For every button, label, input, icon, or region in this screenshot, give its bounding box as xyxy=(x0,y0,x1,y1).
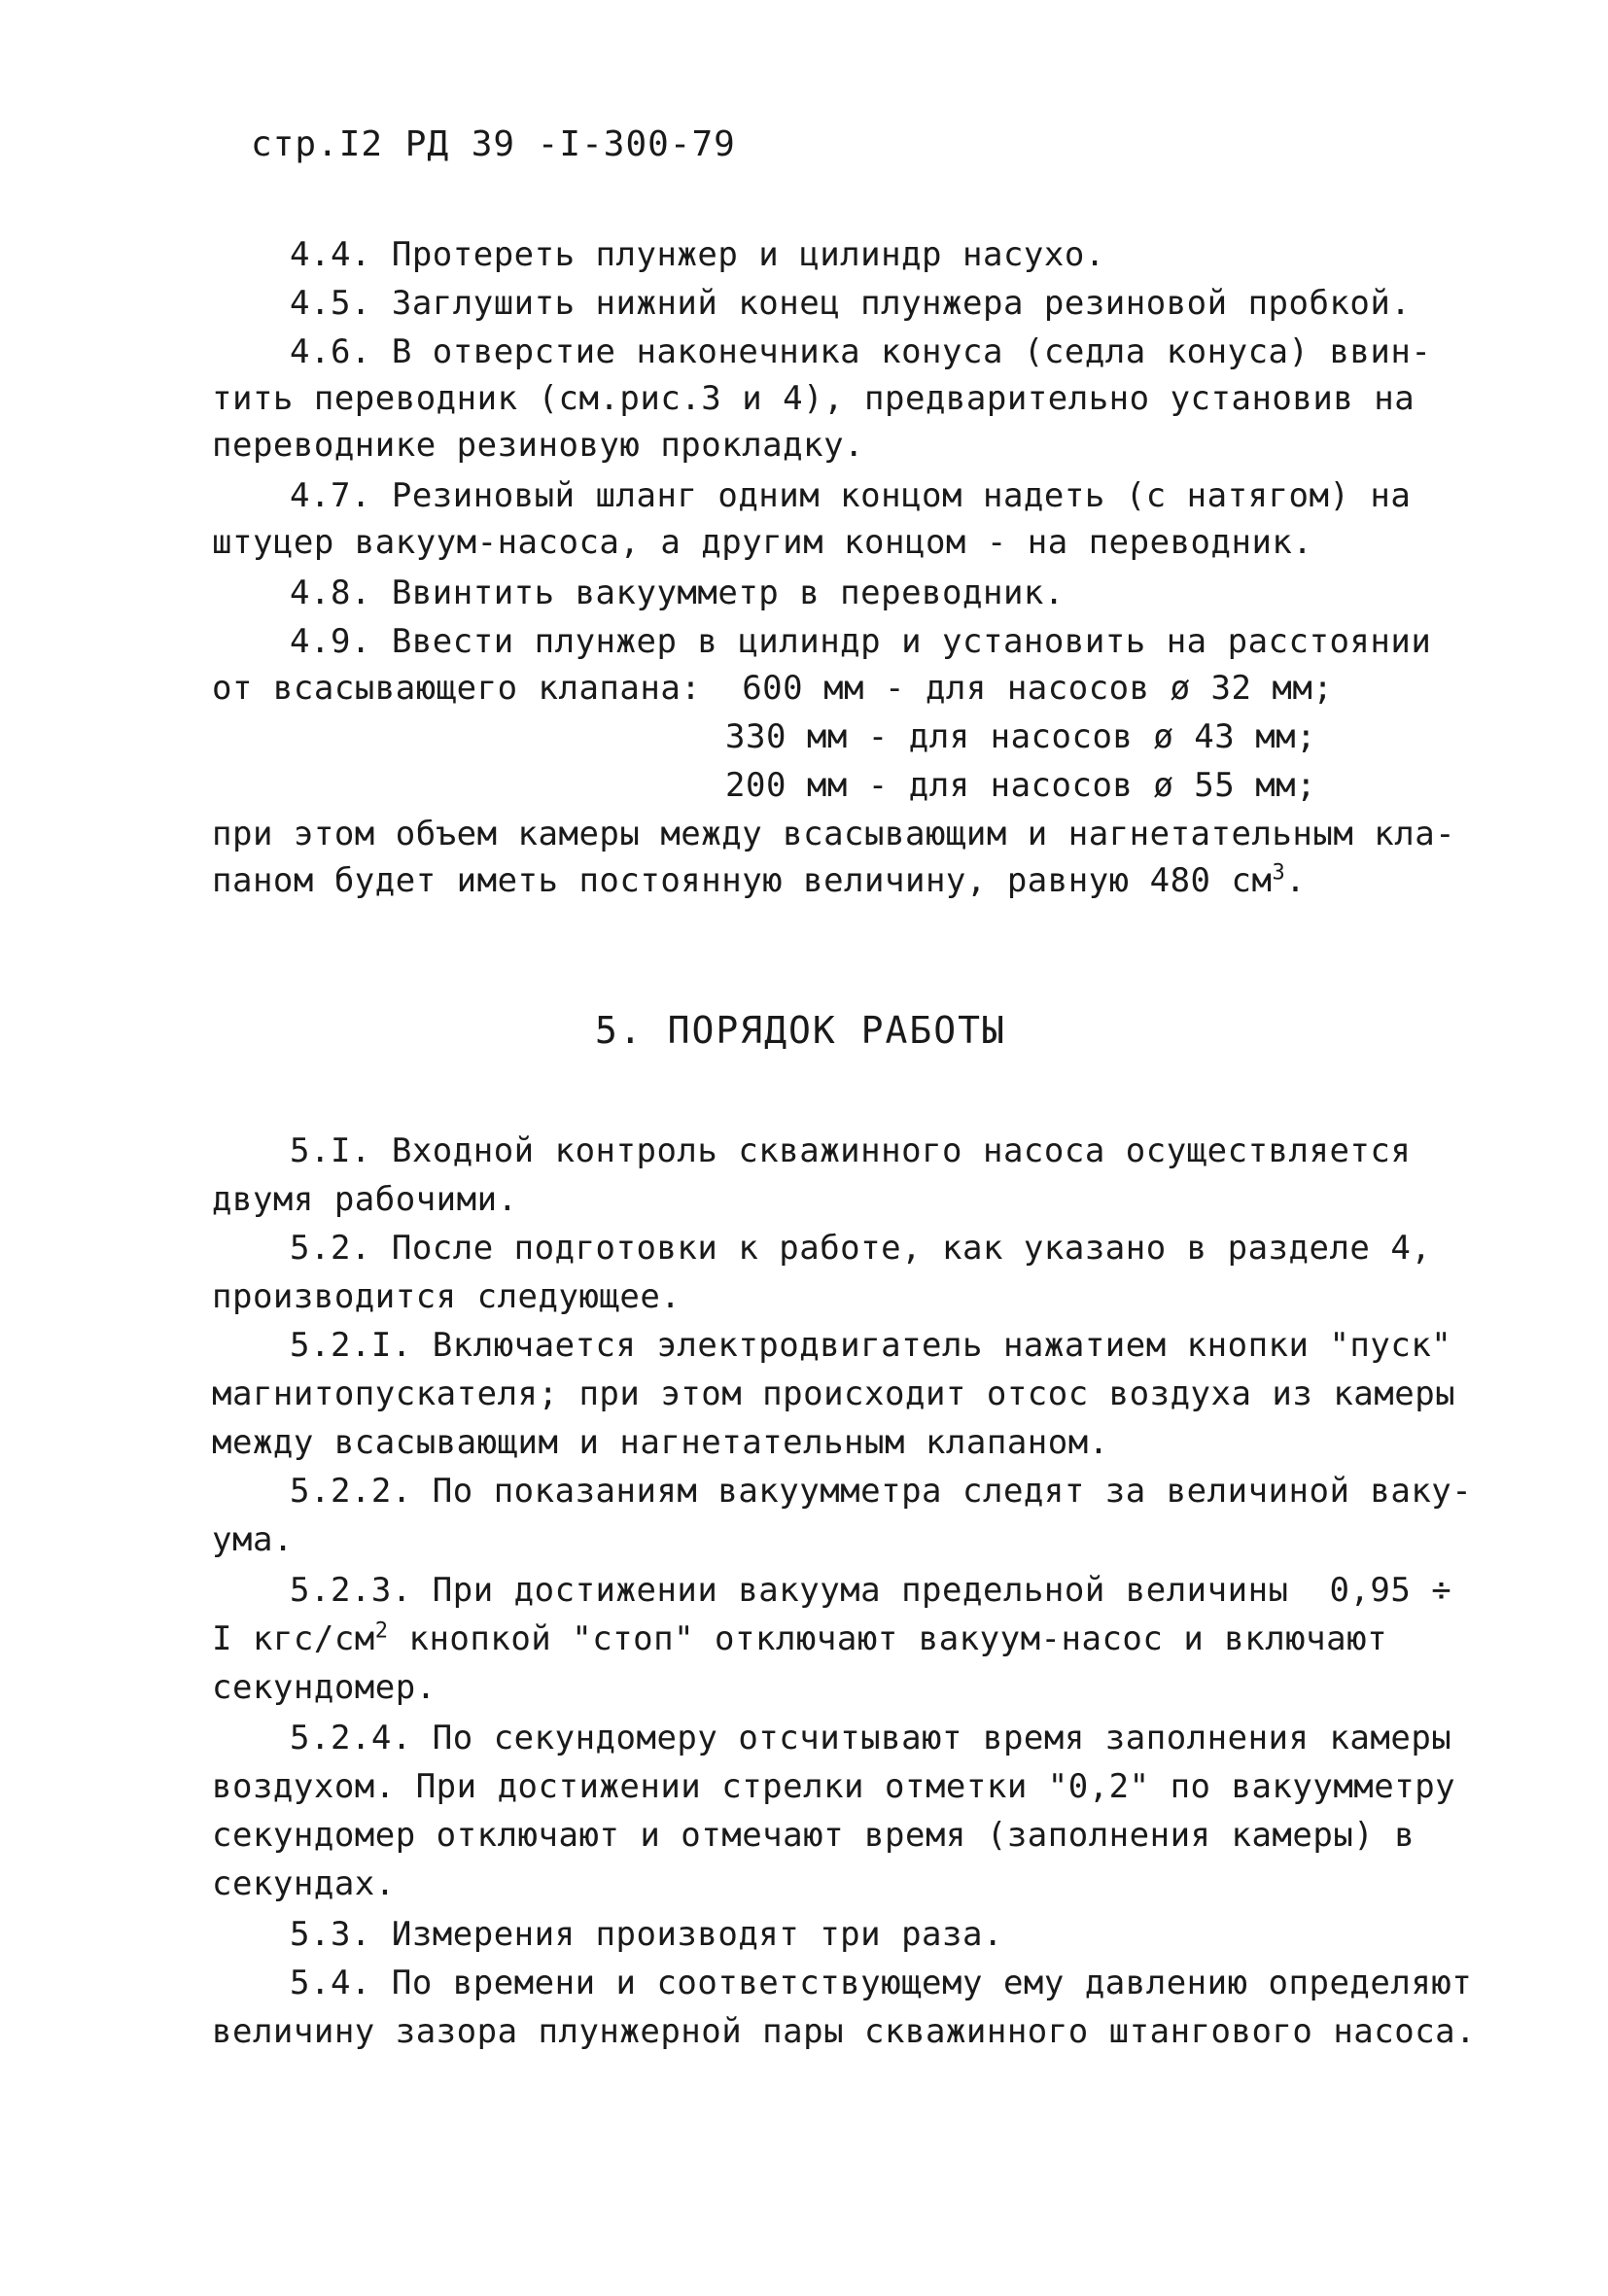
paragraph-line: 4.8. Ввинтить вакуумметр в переводник. xyxy=(290,574,1065,612)
paragraph-line: производится следующее. xyxy=(212,1277,682,1316)
paragraph-line: величину зазора плунжерной пары скважинного штангового насоса. xyxy=(212,2012,1477,2051)
paragraph-line: штуцер вакуум-насоса, а другим концом - на переводник. xyxy=(212,523,1313,562)
paragraph-line: между всасывающим и нагнетательным клапаном. xyxy=(212,1423,1109,1462)
paragraph-line: магнитопускателя; при этом происходит отсос воздуха из камеры xyxy=(212,1374,1456,1413)
paragraph-line: 4.6. В отверстие наконечника конуса (седла конуса) ввин- xyxy=(290,332,1432,371)
paragraph-line: тить переводник (см.рис.3 и 4), предварительно установив на xyxy=(212,379,1416,418)
paragraph-line: от всасывающего клапана: 600 мм - для насосов ø 32 мм; xyxy=(212,669,1334,708)
section-5-title: 5. ПОРЯДОК РАБОТЫ xyxy=(595,1009,1006,1052)
paragraph-line xyxy=(212,857,1306,904)
paragraph-line: 4.7. Резиновый шланг одним концом надеть (с натягом) на xyxy=(290,476,1412,515)
paragraph-line xyxy=(212,1616,1387,1662)
paragraph-line: 200 мм - для насосов ø 55 мм; xyxy=(725,766,1317,805)
paragraph-line: переводнике резиновую прокладку. xyxy=(212,426,865,465)
line-text: паном будет иметь постоянную величину, равную 480 см xyxy=(212,861,1273,900)
line-text: I кгс/см xyxy=(212,1619,375,1658)
paragraph-line: 5.I. Входной контроль скважинного насоса осуществляется xyxy=(290,1131,1412,1170)
paragraph-line: 5.2.2. По показаниям вакуумметра следят за величиной ваку- xyxy=(290,1472,1473,1511)
paragraph-line: 5.2.3. При достижении вакуума предельной величины 0,95 ÷ xyxy=(290,1571,1452,1610)
paragraph-line: 330 мм - для насосов ø 43 мм; xyxy=(725,717,1317,756)
paragraph-line: 5.4. По времени и соответствующему ему давлению определяют xyxy=(290,1964,1473,2002)
superscript: 2 xyxy=(374,1618,389,1644)
line-text-end: . xyxy=(1285,861,1307,900)
paragraph-line: ума. xyxy=(212,1520,294,1559)
line-text-end: кнопкой "стоп" отключают вакуум-насос и включают xyxy=(388,1619,1388,1658)
paragraph-line: секундомер отключают и отмечают время (заполнения камеры) в xyxy=(212,1816,1416,1855)
paragraph-line: секундах. xyxy=(212,1864,396,1903)
paragraph-line: 5.2.4. По секундомеру отсчитывают время заполнения камеры xyxy=(290,1719,1452,1757)
paragraph-line: 4.4. Протереть плунжер и цилиндр насухо. xyxy=(290,235,1105,274)
paragraph-line: воздухом. При достижении стрелки отметки "0,2" по вакуумметру xyxy=(212,1767,1456,1806)
paragraph-line: 5.3. Измерения производят три раза. xyxy=(290,1915,1003,1954)
paragraph-line: 4.5. Заглушить нижний конец плунжера резиновой пробкой. xyxy=(290,284,1412,323)
paragraph-line: двумя рабочими. xyxy=(212,1180,518,1219)
paragraph-line: 4.9. Ввести плунжер в цилиндр и установить на расстоянии xyxy=(290,622,1432,661)
superscript: 3 xyxy=(1272,860,1286,886)
page-header: стр.I2 РД 39 -I-300-79 xyxy=(251,124,736,164)
paragraph-line: 5.2. После подготовки к работе, как указано в разделе 4, xyxy=(290,1229,1432,1268)
paragraph-line: 5.2.I. Включается электродвигатель нажатием кнопки "пуск" xyxy=(290,1326,1452,1365)
paragraph-line: секундомер. xyxy=(212,1668,437,1707)
paragraph-line: при этом объем камеры между всасывающим и нагнетательным кла- xyxy=(212,815,1456,853)
